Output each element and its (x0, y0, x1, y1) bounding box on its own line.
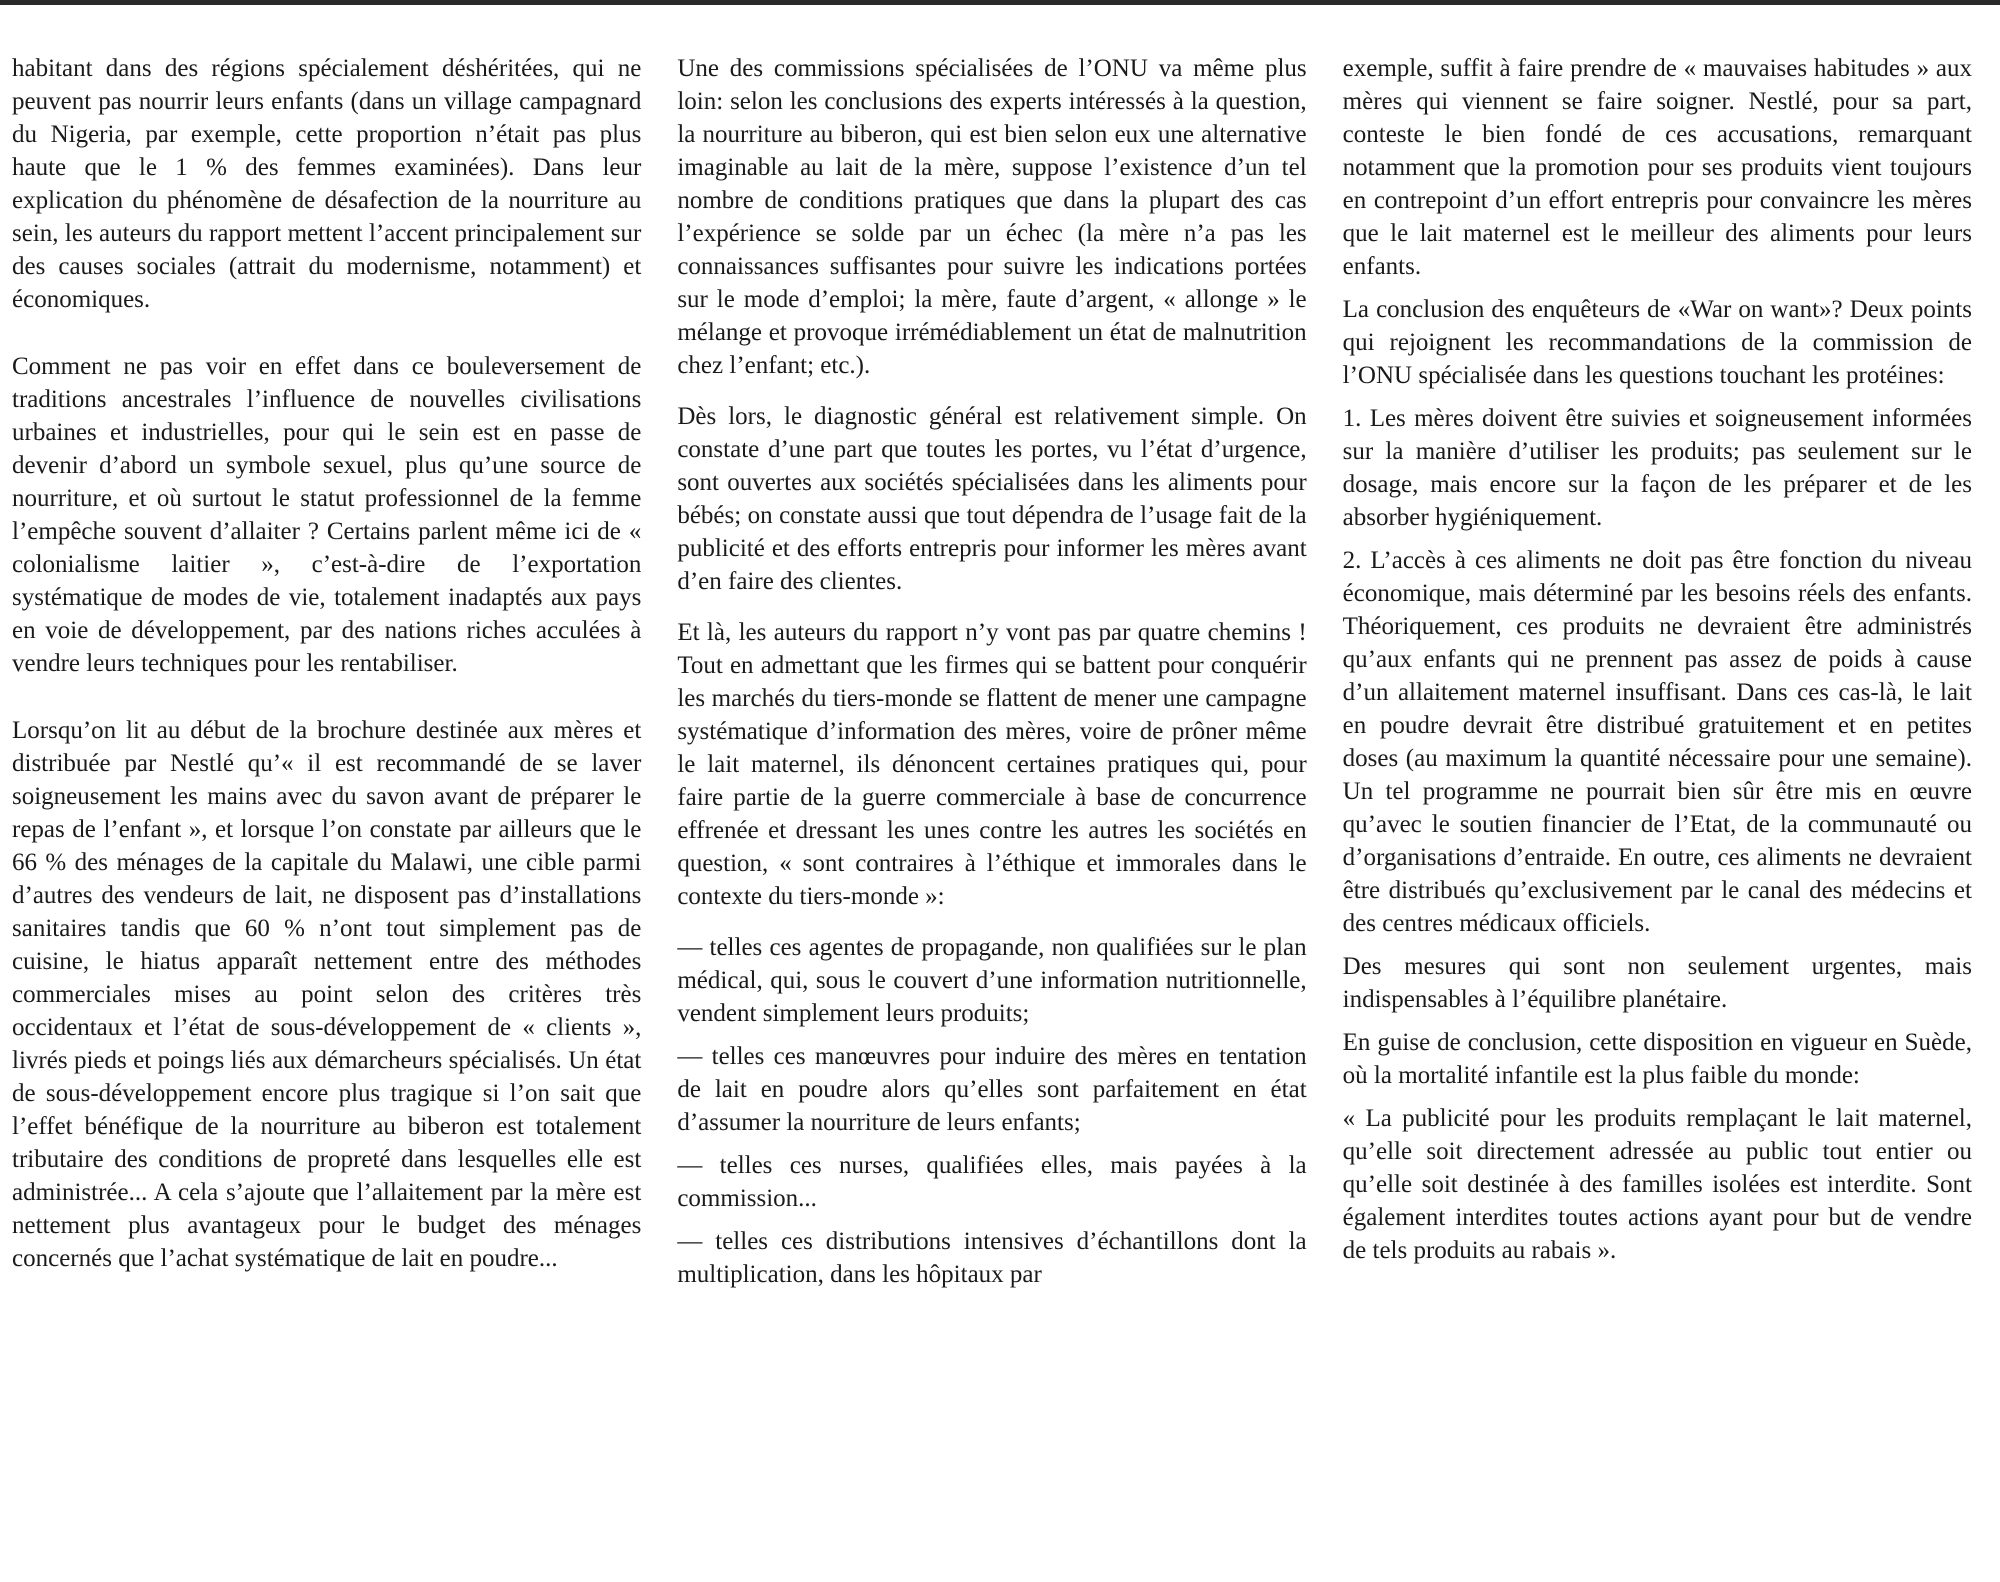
paragraph: Une des commissions spécialisées de l’ONU va même plus loin: selon les conclusions des experts intéressés à la question, la nourriture au biberon, qui est bien selon eux une alternative imaginable au lait de la mère, suppose l’existence d’un tel nombre de conditions pratiques que dans la plupart des cas l’expérience se solde par un échec (la mère n’a pas les connaissances suffisantes pour suivre les indications portées sur le mode d’emploi; la mère, faute d’argent, « allonge » le mélange et provoque irrémédiablement un état de malnutrition chez l’enfant; etc.). (677, 55, 1307, 379)
paragraph: En guise de conclusion, cette disposition en vigueur en Suède, où la mortalité infantile est la plus faible du monde: (1342, 1029, 1972, 1089)
column-1 (12, 52, 641, 1301)
numbered-point: 2. L’accès à ces aliments ne doit pas être fonction du niveau économique, mais déterminé par les besoins réels des enfants. Théoriquement, ces produits ne devraient être administrés qu’aux enfants qui ne prennent pas assez de poids à cause d’un allaitement maternel insuffisant. Dans ces cas-là, le lait en poudre devrait être distribué gratuitement et en petites doses (au maximum la quantité nécessaire pour une semaine). Un tel programme ne pourrait bien sûr être mis en œuvre qu’avec le soutien financier de l’Etat, de la communauté ou d’organisations d’entraide. En outre, ces aliments ne devraient être distribués qu’exclusivement par le canal des médecins et des centres médicaux officiels. (1342, 547, 1972, 937)
paragraph: Comment ne pas voir en effet dans ce bouleversement de traditions ancestrales l’influence de nouvelles civilisations urbaines et industrielles, pour qui le sein est en passe de devenir d’abord un symbole sexuel, plus qu’une source de nourriture, et où surtout le statut professionnel de la femme l’empêche souvent d’allaiter ? Certains parlent même ici de « colonialisme laitier », c’est-à-dire de l’exportation systématique de modes de vie, totalement inadaptés aux pays en voie de développement, par des nations riches acculées à vendre leurs techniques pour les rentabiliser. (12, 353, 642, 677)
column-2 (677, 52, 1306, 1301)
list-item: — telles ces distributions intensives d’échantillons dont la multiplication, dans les hôpitaux par (677, 1228, 1307, 1288)
paragraph: Des mesures qui sont non seulement urgentes, mais indispensables à l’équilibre planétaire. (1342, 953, 1972, 1013)
paragraph: La conclusion des enquêteurs de «War on want»? Deux points qui rejoignent les recommandations de la commission de l’ONU spécialisée dans les questions touchant les protéines: (1342, 296, 1972, 389)
quote-paragraph: « La publicité pour les produits remplaçant le lait maternel, qu’elle soit directement adressée au public tout entier ou qu’elle soit destinée à des familles isolées est interdite. Sont également interdites toutes actions ayant pour but de vendre de tels produits au rabais ». (1342, 1105, 1972, 1264)
list-item: — telles ces agentes de propagande, non qualifiées sur le plan médical, qui, sous le couvert d’une information nutritionnelle, vendent simplement leurs produits; (677, 934, 1307, 1027)
list-item: — telles ces nurses, qualifiées elles, mais payées à la commission... (677, 1152, 1307, 1212)
paragraph: Lorsqu’on lit au début de la brochure destinée aux mères et distribuée par Nestlé qu’« il est recommandé de se laver soigneusement les mains avec du savon avant de préparer le repas de l’enfant », et lorsque l’on constate par ailleurs que le 66 % des ménages de la capitale du Malawi, une cible parmi d’autres des vendeurs de lait, ne disposent pas d’installations sanitaires tandis que 60 % n’ont tout simplement pas de cuisine, le hiatus apparaît nettement entre des méthodes commerciales mises au point selon des critères très occidentaux et l’état de sous-développement de « clients », livrés pieds et poings liés aux démarcheurs spécialisés. Un état de sous-développement encore plus tragique si l’on sait que l’effet bénéfique de la nourriture au biberon est totalement tributaire des conditions de propreté dans lesquelles elle est administrée... A cela s’ajoute que l’allaitement par la mère est nettement plus avantageux pour le budget des ménages concernés que l’achat systématique de lait en poudre... (12, 717, 642, 1272)
list-item: — telles ces manœuvres pour induire des mères en tentation de lait en poudre alors qu’elles sont parfaitement en état d’assumer la nourriture de leurs enfants; (677, 1043, 1307, 1136)
top-border-rule (0, 0, 2000, 5)
article-page (12, 52, 1972, 1301)
paragraph: habitant dans des régions spécialement déshéritées, qui ne peuvent pas nourrir leurs enfants (dans un village campagnard du Nigeria, par exemple, cette proportion n’était pas plus haute que le 1 % des femmes examinées). Dans leur explication du phénomène de désafection de la nourriture au sein, les auteurs du rapport mettent l’accent principalement sur des causes sociales (attrait du modernisme, notamment) et économiques. (12, 55, 642, 313)
paragraph: Et là, les auteurs du rapport n’y vont pas par quatre chemins ! Tout en admettant que les firmes qui se battent pour conquérir les marchés du tiers-monde se flattent de mener une campagne systématique d’information des mères, voire de prôner même le lait maternel, ils dénoncent certaines pratiques qui, pour faire partie de la guerre commerciale à base de concurrence effrenée et dressant les unes contre les autres les sociétés en question, « sont contraires à l’éthique et immorales dans le contexte du tiers-monde »: (677, 619, 1307, 910)
paragraph: exemple, suffit à faire prendre de « mauvaises habitudes » aux mères qui viennent se faire soigner. Nestlé, pour sa part, conteste le bien fondé de ces accusations, remarquant notamment que la promotion pour ses produits vient toujours en contrepoint d’un effort entrepris pour convaincre les mères que le lait maternel est le meilleur des aliments pour leurs enfants. (1342, 55, 1972, 280)
column-3 (1343, 52, 1972, 1301)
paragraph: Dès lors, le diagnostic général est relativement simple. On constate d’une part que toutes les portes, vu l’état d’urgence, sont ouvertes aux sociétés spécialisées dans les aliments pour bébés; on constate aussi que tout dépendra de l’usage fait de la publicité et des efforts entrepris pour informer les mères avant d’en faire des clientes. (677, 403, 1307, 595)
numbered-point: 1. Les mères doivent être suivies et soigneusement informées sur la manière d’utiliser les produits; pas seulement sur le dosage, mais encore sur la façon de les préparer et de les absorber hygiéniquement. (1342, 405, 1972, 531)
